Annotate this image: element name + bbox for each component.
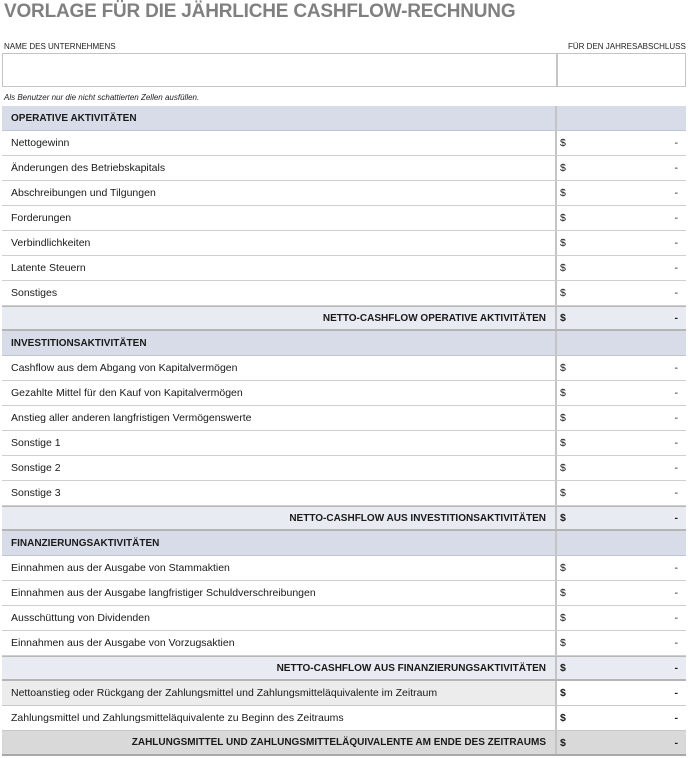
table-row: [2, 156, 686, 181]
row-label: INVESTITIONSAKTIVITÄTEN: [2, 331, 557, 355]
row-label: Abschreibungen und Tilgungen: [2, 181, 557, 205]
amount-input-cell[interactable]: [557, 156, 686, 180]
amount-value: -: [674, 462, 678, 474]
currency-symbol: $: [560, 237, 566, 249]
total-row: [2, 731, 686, 756]
amount-input-cell[interactable]: [557, 131, 686, 155]
amount-value: -: [674, 487, 678, 499]
amount-value: -: [674, 312, 678, 324]
row-label: Sonstige 3: [2, 481, 557, 505]
row-label: Sonstige 2: [2, 456, 557, 480]
amount-input-cell[interactable]: [557, 606, 686, 630]
currency-symbol: $: [560, 712, 566, 724]
currency-symbol: $: [560, 687, 566, 699]
currency-symbol: $: [560, 736, 566, 749]
amount-input-cell[interactable]: [557, 631, 686, 655]
fiscal-year-input[interactable]: [557, 53, 686, 87]
page-title: VORLAGE FÜR DIE JÄHRLICHE CASHFLOW-RECHNUNG: [4, 1, 516, 22]
amount-cell: [557, 657, 686, 679]
total-row: [2, 681, 686, 706]
row-label: Nettoanstieg oder Rückgang der Zahlungsmittel und Zahlungsmitteläquivalente im Zeitraum: [2, 681, 557, 705]
table-row: [2, 256, 686, 281]
amount-value: -: [674, 237, 678, 249]
currency-symbol: $: [560, 512, 566, 524]
currency-symbol: $: [560, 262, 566, 274]
row-label: Cashflow aus dem Abgang von Kapitalvermögen: [2, 356, 557, 380]
row-label: Änderungen des Betriebskapitals: [2, 156, 557, 180]
currency-symbol: $: [560, 362, 566, 374]
amount-cell: [557, 531, 686, 555]
amount-input-cell[interactable]: [557, 231, 686, 255]
table-row: [2, 131, 686, 156]
row-label: Latente Steuern: [2, 256, 557, 280]
table-row: [2, 556, 686, 581]
fiscal-year-label: FÜR DEN JAHRESABSCHLUSS: [568, 42, 686, 51]
table-row: [2, 581, 686, 606]
amount-value: -: [674, 162, 678, 174]
table-row: [2, 181, 686, 206]
amount-value: -: [674, 562, 678, 574]
currency-symbol: $: [560, 662, 566, 674]
table-row: [2, 206, 686, 231]
row-label: Einnahmen aus der Ausgabe von Stammaktien: [2, 556, 557, 580]
currency-symbol: $: [560, 587, 566, 599]
row-label: Nettogewinn: [2, 131, 557, 155]
currency-symbol: $: [560, 212, 566, 224]
amount-input-cell[interactable]: [557, 281, 686, 305]
section-header-row: [2, 531, 686, 556]
amount-value: -: [674, 637, 678, 649]
amount-value: -: [674, 712, 678, 724]
row-label: Anstieg aller anderen langfristigen Vermögenswerte: [2, 406, 557, 430]
row-label: Sonstiges: [2, 281, 557, 305]
amount-input-cell[interactable]: [557, 356, 686, 380]
amount-input-cell[interactable]: [557, 581, 686, 605]
amount-value: -: [674, 587, 678, 599]
row-label: OPERATIVE AKTIVITÄTEN: [2, 106, 557, 130]
total-row: [2, 506, 686, 531]
table-row: [2, 631, 686, 656]
currency-symbol: $: [560, 162, 566, 174]
amount-value: -: [674, 612, 678, 624]
amount-value: -: [674, 736, 678, 749]
amount-value: -: [674, 512, 678, 524]
row-label: NETTO-CASHFLOW AUS FINANZIERUNGSAKTIVITÄTEN: [2, 657, 557, 679]
amount-cell: [557, 731, 686, 754]
amount-input-cell[interactable]: [557, 181, 686, 205]
amount-value: -: [674, 412, 678, 424]
row-label: Zahlungsmittel und Zahlungsmitteläquivalente zu Beginn des Zeitraums: [2, 706, 557, 730]
row-label: Sonstige 1: [2, 431, 557, 455]
amount-value: -: [674, 687, 678, 699]
amount-value: -: [674, 262, 678, 274]
table-row: [2, 431, 686, 456]
total-row: [2, 656, 686, 681]
row-label: Ausschüttung von Dividenden: [2, 606, 557, 630]
row-label: Einnahmen aus der Ausgabe langfristiger Schuldverschreibungen: [2, 581, 557, 605]
currency-symbol: $: [560, 487, 566, 499]
amount-value: -: [674, 287, 678, 299]
amount-input-cell[interactable]: [557, 431, 686, 455]
amount-input-cell[interactable]: [557, 406, 686, 430]
currency-symbol: $: [560, 437, 566, 449]
table-row: [2, 281, 686, 306]
amount-input-cell[interactable]: [557, 481, 686, 505]
amount-value: -: [674, 387, 678, 399]
amount-cell: [557, 307, 686, 329]
currency-symbol: $: [560, 312, 566, 324]
row-label: ZAHLUNGSMITTEL UND ZAHLUNGSMITTELÄQUIVALENTE AM ENDE DES ZEITRAUMS: [2, 731, 557, 754]
company-name-label: NAME DES UNTERNEHMENS: [4, 42, 116, 51]
row-label: NETTO-CASHFLOW AUS INVESTITIONSAKTIVITÄTEN: [2, 507, 557, 529]
amount-value: -: [674, 437, 678, 449]
amount-cell: [557, 106, 686, 130]
amount-input-cell[interactable]: [557, 456, 686, 480]
section-header-row: [2, 106, 686, 131]
amount-cell: [557, 331, 686, 355]
table-row: [2, 231, 686, 256]
total-row: [2, 306, 686, 331]
currency-symbol: $: [560, 187, 566, 199]
cashflow-table: [2, 106, 686, 756]
row-label: Gezahlte Mittel für den Kauf von Kapitalvermögen: [2, 381, 557, 405]
currency-symbol: $: [560, 412, 566, 424]
amount-value: -: [674, 662, 678, 674]
currency-symbol: $: [560, 462, 566, 474]
amount-input-cell[interactable]: [557, 206, 686, 230]
amount-value: -: [674, 187, 678, 199]
row-label: NETTO-CASHFLOW OPERATIVE AKTIVITÄTEN: [2, 307, 557, 329]
company-name-input[interactable]: [2, 53, 557, 87]
amount-input-cell[interactable]: [557, 256, 686, 280]
currency-symbol: $: [560, 612, 566, 624]
amount-cell: [557, 706, 686, 730]
table-row: [2, 356, 686, 381]
amount-value: -: [674, 137, 678, 149]
table-row: [2, 381, 686, 406]
amount-cell: [557, 681, 686, 705]
table-row: [2, 606, 686, 631]
currency-symbol: $: [560, 137, 566, 149]
currency-symbol: $: [560, 637, 566, 649]
amount-cell: [557, 507, 686, 529]
currency-symbol: $: [560, 287, 566, 299]
total-row: [2, 706, 686, 731]
section-header-row: [2, 331, 686, 356]
amount-value: -: [674, 212, 678, 224]
row-label: Einnahmen aus der Ausgabe von Vorzugsaktien: [2, 631, 557, 655]
amount-value: -: [674, 362, 678, 374]
table-row: [2, 406, 686, 431]
amount-input-cell[interactable]: [557, 556, 686, 580]
instruction-note: Als Benutzer nur die nicht schattierten Zellen ausfüllen.: [4, 93, 200, 102]
row-label: FINANZIERUNGSAKTIVITÄTEN: [2, 531, 557, 555]
amount-input-cell[interactable]: [557, 381, 686, 405]
row-label: Verbindlichkeiten: [2, 231, 557, 255]
table-row: [2, 456, 686, 481]
currency-symbol: $: [560, 562, 566, 574]
row-label: Forderungen: [2, 206, 557, 230]
currency-symbol: $: [560, 387, 566, 399]
table-row: [2, 481, 686, 506]
